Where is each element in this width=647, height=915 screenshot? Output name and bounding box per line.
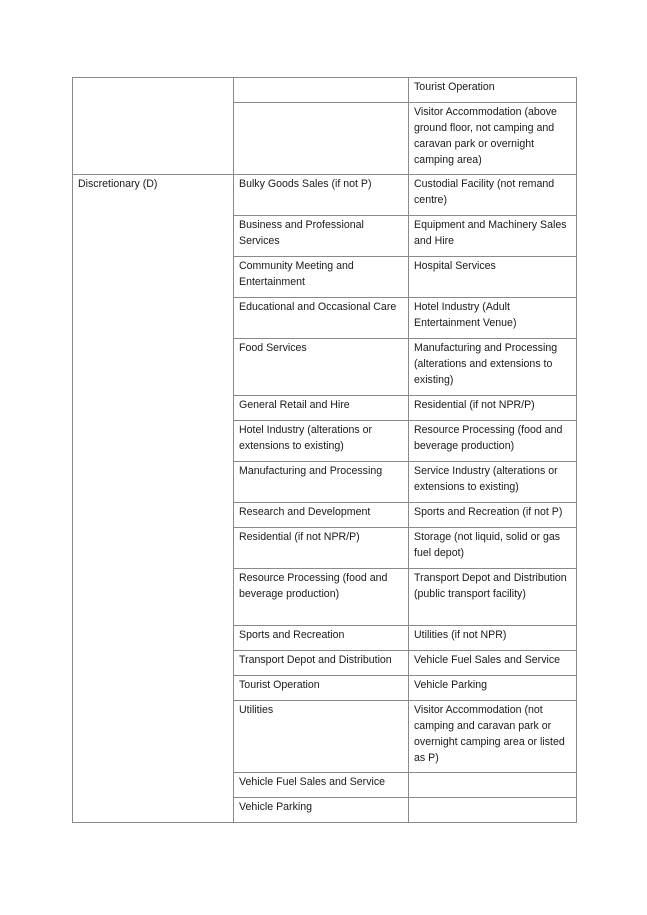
table-row xyxy=(73,78,577,103)
use-cell: Educational and Occasional Care xyxy=(234,298,409,339)
use-cell: Hotel Industry (alterations or extensions to existing) xyxy=(234,421,409,462)
use-cell xyxy=(234,78,409,103)
use-cell: Service Industry (alterations or extensions to existing) xyxy=(409,462,577,503)
use-cell: Tourist Operation xyxy=(409,78,577,103)
use-cell: Sports and Recreation (if not P) xyxy=(409,503,577,528)
use-cell xyxy=(409,798,577,823)
category-cell-discretionary: Discretionary (D) xyxy=(73,175,234,823)
use-cell: Hospital Services xyxy=(409,257,577,298)
category-cell-continued xyxy=(73,78,234,175)
use-cell: Vehicle Fuel Sales and Service xyxy=(409,651,577,676)
use-cell: General Retail and Hire xyxy=(234,396,409,421)
use-cell: Hotel Industry (Adult Entertainment Venue) xyxy=(409,298,577,339)
use-cell: Tourist Operation xyxy=(234,676,409,701)
use-cell: Visitor Accommodation (above ground floor, not camping and caravan park or overnight camping area) xyxy=(409,103,577,175)
use-table xyxy=(72,77,577,823)
use-cell: Business and Professional Services xyxy=(234,216,409,257)
use-cell: Resource Processing (food and beverage production) xyxy=(234,569,409,626)
use-cell: Vehicle Parking xyxy=(234,798,409,823)
use-cell xyxy=(409,773,577,798)
use-cell: Manufacturing and Processing xyxy=(234,462,409,503)
use-cell: Utilities xyxy=(234,701,409,773)
use-cell: Research and Development xyxy=(234,503,409,528)
use-cell: Vehicle Fuel Sales and Service xyxy=(234,773,409,798)
use-cell xyxy=(234,103,409,175)
use-cell: Equipment and Machinery Sales and Hire xyxy=(409,216,577,257)
use-cell: Transport Depot and Distribution xyxy=(234,651,409,676)
table-row xyxy=(73,175,577,216)
use-cell: Resource Processing (food and beverage production) xyxy=(409,421,577,462)
use-cell: Custodial Facility (not remand centre) xyxy=(409,175,577,216)
use-cell: Food Services xyxy=(234,339,409,396)
use-cell: Residential (if not NPR/P) xyxy=(409,396,577,421)
use-cell: Community Meeting and Entertainment xyxy=(234,257,409,298)
use-cell: Utilities (if not NPR) xyxy=(409,626,577,651)
use-cell: Manufacturing and Processing (alterations and extensions to existing) xyxy=(409,339,577,396)
use-cell: Storage (not liquid, solid or gas fuel depot) xyxy=(409,528,577,569)
use-cell: Bulky Goods Sales (if not P) xyxy=(234,175,409,216)
use-cell: Residential (if not NPR/P) xyxy=(234,528,409,569)
use-cell: Sports and Recreation xyxy=(234,626,409,651)
use-cell: Visitor Accommodation (not camping and caravan park or overnight camping area or listed as P) xyxy=(409,701,577,773)
use-cell: Vehicle Parking xyxy=(409,676,577,701)
use-cell: Transport Depot and Distribution (public transport facility) xyxy=(409,569,577,626)
use-table-body xyxy=(73,78,577,823)
